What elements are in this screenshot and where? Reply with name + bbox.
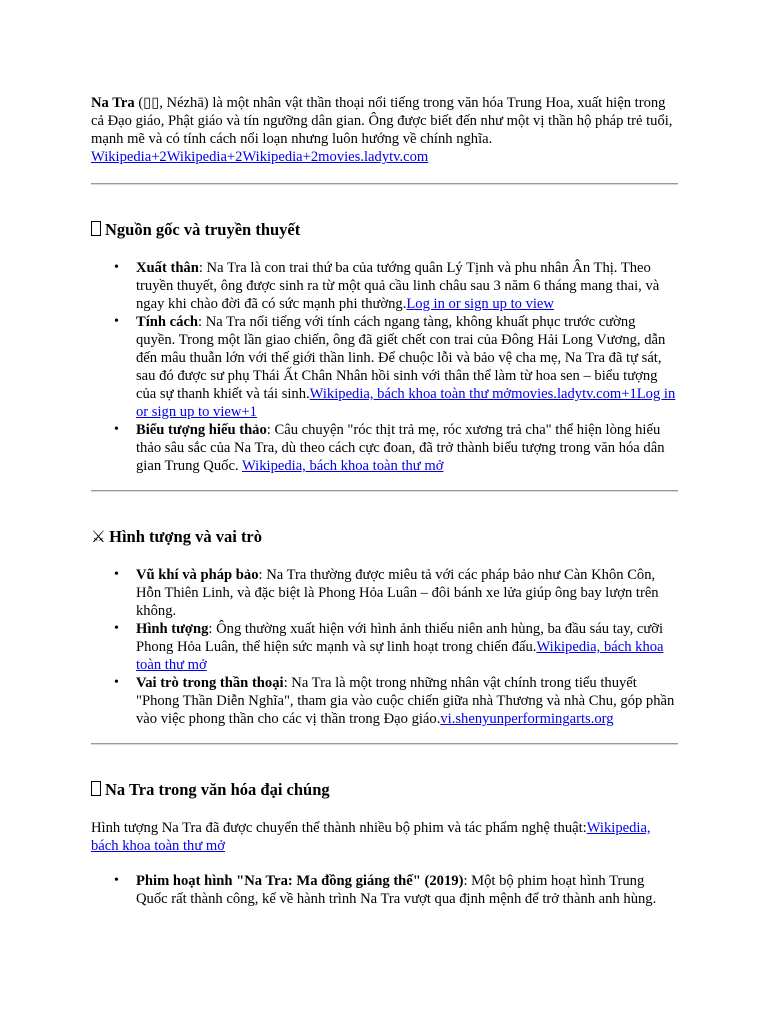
item-label: Vai trò trong thần thoại xyxy=(136,675,284,691)
item-text: : Câu chuyện "róc thịt trả mẹ, róc xương trả cha" thể hiện lòng hiếu thảo sâu sắc của Na Tra, dù theo cách cực đoan, đã trở thành biểu tượng trong văn hóa dân gian Trung Quốc. xyxy=(136,422,665,474)
item-label: Phim hoạt hình "Na Tra: Ma đồng giáng thế" (2019) xyxy=(136,873,464,889)
box-icon xyxy=(91,221,101,236)
item-text: : Na Tra là một trong những nhân vật chính trong tiểu thuyết "Phong Thần Diễn Nghĩa", tham gia vào cuộc chiến giữa nhà Thương và nhà Chu, góp phần vào việc phong thần cho các vị thần trong Đạo giáo. xyxy=(136,675,675,727)
section-title: Hình tượng và vai trò xyxy=(109,527,263,546)
list-item xyxy=(136,566,678,620)
box-icon xyxy=(91,781,101,796)
list-image xyxy=(136,566,678,728)
list-origin xyxy=(136,259,678,475)
intro-source-link[interactable]: Wikipedia+2Wikipedia+2Wikipedia+2movies.ladytv.com xyxy=(91,149,429,165)
item-source-link[interactable]: Wikipedia, bách khoa toàn thư mở xyxy=(136,639,664,673)
item-label: Hình tượng xyxy=(136,621,209,637)
item-label: Biểu tượng hiếu thảo xyxy=(136,422,267,438)
divider xyxy=(91,743,678,745)
divider xyxy=(91,490,678,492)
intro-cjk: (▯▯, Nézhā) xyxy=(138,95,209,111)
section-heading-image xyxy=(91,527,262,547)
item-text: : Ông thường xuất hiện với hình ảnh thiếu niên anh hùng, ba đầu sáu tay, cưỡi Phong Hỏa Luân, thể hiện sức mạnh và sự linh hoạt trong chiến đấu. xyxy=(136,621,664,655)
section-title: Na Tra trong văn hóa đại chúng xyxy=(105,780,330,799)
section-title: Nguồn gốc và truyền thuyết xyxy=(105,220,301,239)
section-heading-popculture xyxy=(91,780,330,800)
list-popculture xyxy=(136,872,678,908)
section-heading-origin xyxy=(91,220,300,240)
item-source-link[interactable]: Wikipedia, bách khoa toàn thư mở xyxy=(241,458,444,474)
item-text: : Na Tra nổi tiếng với tính cách ngang tàng, không khuất phục trước cường quyền. Trong một lần giao chiến, ông đã giết chết con trai của Đông Hải Long Vương, dẫn đến mâu thuẫn lớn với thế giới thần linh. Để chuộc lỗi và bảo vệ cha mẹ, Na Tra đã tự sát, sau đó được sư phụ Thái Ất Chân Nhân hồi sinh với thân thể làm từ hoa sen – biểu tượng của sự thanh khiết và tái sinh. xyxy=(136,314,666,402)
paragraph-text: Hình tượng Na Tra đã được chuyển thể thành nhiều bộ phim và tác phẩm nghệ thuật: xyxy=(91,820,587,836)
item-source-link[interactable]: Log in or sign up to view xyxy=(406,296,554,312)
item-source-link[interactable]: vi.shenyunperformingarts.org xyxy=(440,711,614,727)
divider xyxy=(91,183,678,185)
list-item xyxy=(136,872,678,908)
intro-text: là một nhân vật thần thoại nổi tiếng trong văn hóa Trung Hoa, xuất hiện trong cả Đạo giáo, Phật giáo và tín ngưỡng dân gian. Ông được biết đến như một vị thần hộ pháp trẻ tuổi, mạnh mẽ và có tính cách nổi loạn nhưng luôn hướng về chính nghĩa. xyxy=(91,95,673,147)
crossed-swords-icon: ⚔ xyxy=(91,527,106,546)
item-text: : Na Tra thường được miêu tả với các pháp bảo như Càn Khôn Côn, Hỗn Thiên Linh, và đặc biệt là Phong Hỏa Luân – đôi bánh xe lửa giúp ông bay lượn trên không. xyxy=(136,567,659,619)
intro-name: Na Tra xyxy=(91,95,135,111)
popculture-paragraph xyxy=(91,819,679,855)
item-label: Xuất thân xyxy=(136,260,199,276)
paragraph-source-link[interactable]: Wikipedia, bách khoa toàn thư mở xyxy=(91,820,651,854)
list-item xyxy=(136,259,678,313)
item-text: : Na Tra là con trai thứ ba của tướng quân Lý Tịnh và phu nhân Ân Thị. Theo truyền thuyết, ông được sinh ra từ một quả cầu linh châu sau 3 năm 6 tháng mang thai, và ngay khi chào đời đã có sức mạnh phi thường. xyxy=(136,260,660,312)
list-item xyxy=(136,620,678,674)
intro-paragraph xyxy=(91,94,679,166)
list-item xyxy=(136,674,678,728)
list-item xyxy=(136,421,678,475)
item-source-link[interactable]: Wikipedia, bách khoa toàn thư mởmovies.ladytv.com+1Log in or sign up to view+1 xyxy=(136,386,676,420)
item-label: Vũ khí và pháp bảo xyxy=(136,567,259,583)
list-item xyxy=(136,313,678,421)
item-text: : Một bộ phim hoạt hình Trung Quốc rất thành công, kể về hành trình Na Tra vượt qua định mệnh để trở thành anh hùng. xyxy=(136,873,657,907)
item-label: Tính cách xyxy=(136,314,199,330)
